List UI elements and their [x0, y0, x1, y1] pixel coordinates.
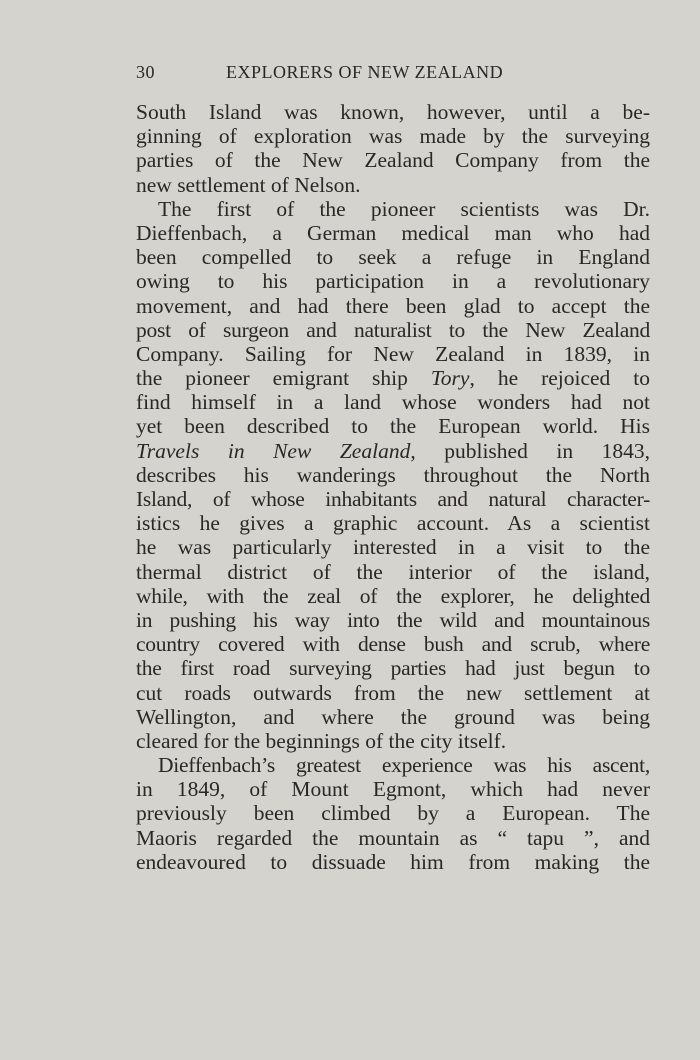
paragraph-2	[136, 197, 650, 753]
text-line: yet been described to the European world. His	[136, 414, 650, 439]
text-line: previously been climbed by a European. The	[136, 801, 650, 826]
text-line: describes his wanderings throughout the North	[136, 462, 650, 487]
text-line: while, with the zeal of the explorer, he delighted	[136, 583, 650, 608]
text-line: in pushing his way into the wild and mountainous	[136, 607, 650, 632]
running-title: EXPLORERS OF NEW ZEALAND	[226, 62, 504, 82]
text-line: post of surgeon and naturalist to the New Zealand	[136, 317, 650, 342]
page-header	[136, 60, 650, 88]
text-line: in 1849, of Mount Egmont, which had never	[136, 777, 650, 802]
body-text	[136, 100, 650, 874]
text-line: Dieffenbach’s greatest experience was his ascent,	[158, 753, 650, 778]
text-line: The first of the pioneer scientists was Dr.	[158, 196, 650, 221]
text-line: cut roads outwards from the new settlement at	[136, 680, 650, 705]
text-line: Island, of whose inhabitants and natural character-	[136, 487, 650, 511]
text-line: been compelled to seek a refuge in England	[136, 245, 650, 270]
text-line: cleared for the beginnings of the city itself.	[136, 728, 507, 753]
text-line: South Island was known, however, until a be-	[136, 100, 650, 124]
text-line: the pioneer emigrant ship Tory, he rejoiced to	[136, 366, 650, 391]
text-line: Wellington, and where the ground was being	[136, 704, 650, 729]
paragraph-3	[136, 753, 650, 874]
text-line: Travels in New Zealand, published in 1843,	[136, 438, 650, 463]
text-line: Company. Sailing for New Zealand in 1839, in	[136, 341, 650, 366]
text-line: thermal district of the interior of the island,	[136, 559, 650, 584]
text-line: istics he gives a graphic account. As a scientist	[136, 511, 650, 536]
text-line: parties of the New Zealand Company from the	[136, 148, 650, 173]
text-line: Dieffenbach, a German medical man who had	[136, 220, 650, 245]
text-line: Maoris regarded the mountain as “ tapu ”, and	[136, 825, 650, 850]
page-number: 30	[136, 62, 155, 82]
text-line: ginning of exploration was made by the surveying	[136, 124, 650, 149]
text-line: owing to his participation in a revolutionary	[136, 269, 650, 294]
text-line: the first road surveying parties had just begun to	[136, 656, 650, 681]
text-line: new settlement of Nelson.	[136, 172, 361, 197]
text-line: endeavoured to dissuade him from making the	[136, 849, 650, 874]
text-line: find himself in a land whose wonders had not	[136, 390, 650, 415]
text-line: country covered with dense bush and scrub, where	[136, 632, 650, 657]
text-line: movement, and had there been glad to accept the	[136, 293, 650, 318]
paragraph-1	[136, 100, 650, 197]
text-line: he was particularly interested in a visit to the	[136, 535, 650, 560]
